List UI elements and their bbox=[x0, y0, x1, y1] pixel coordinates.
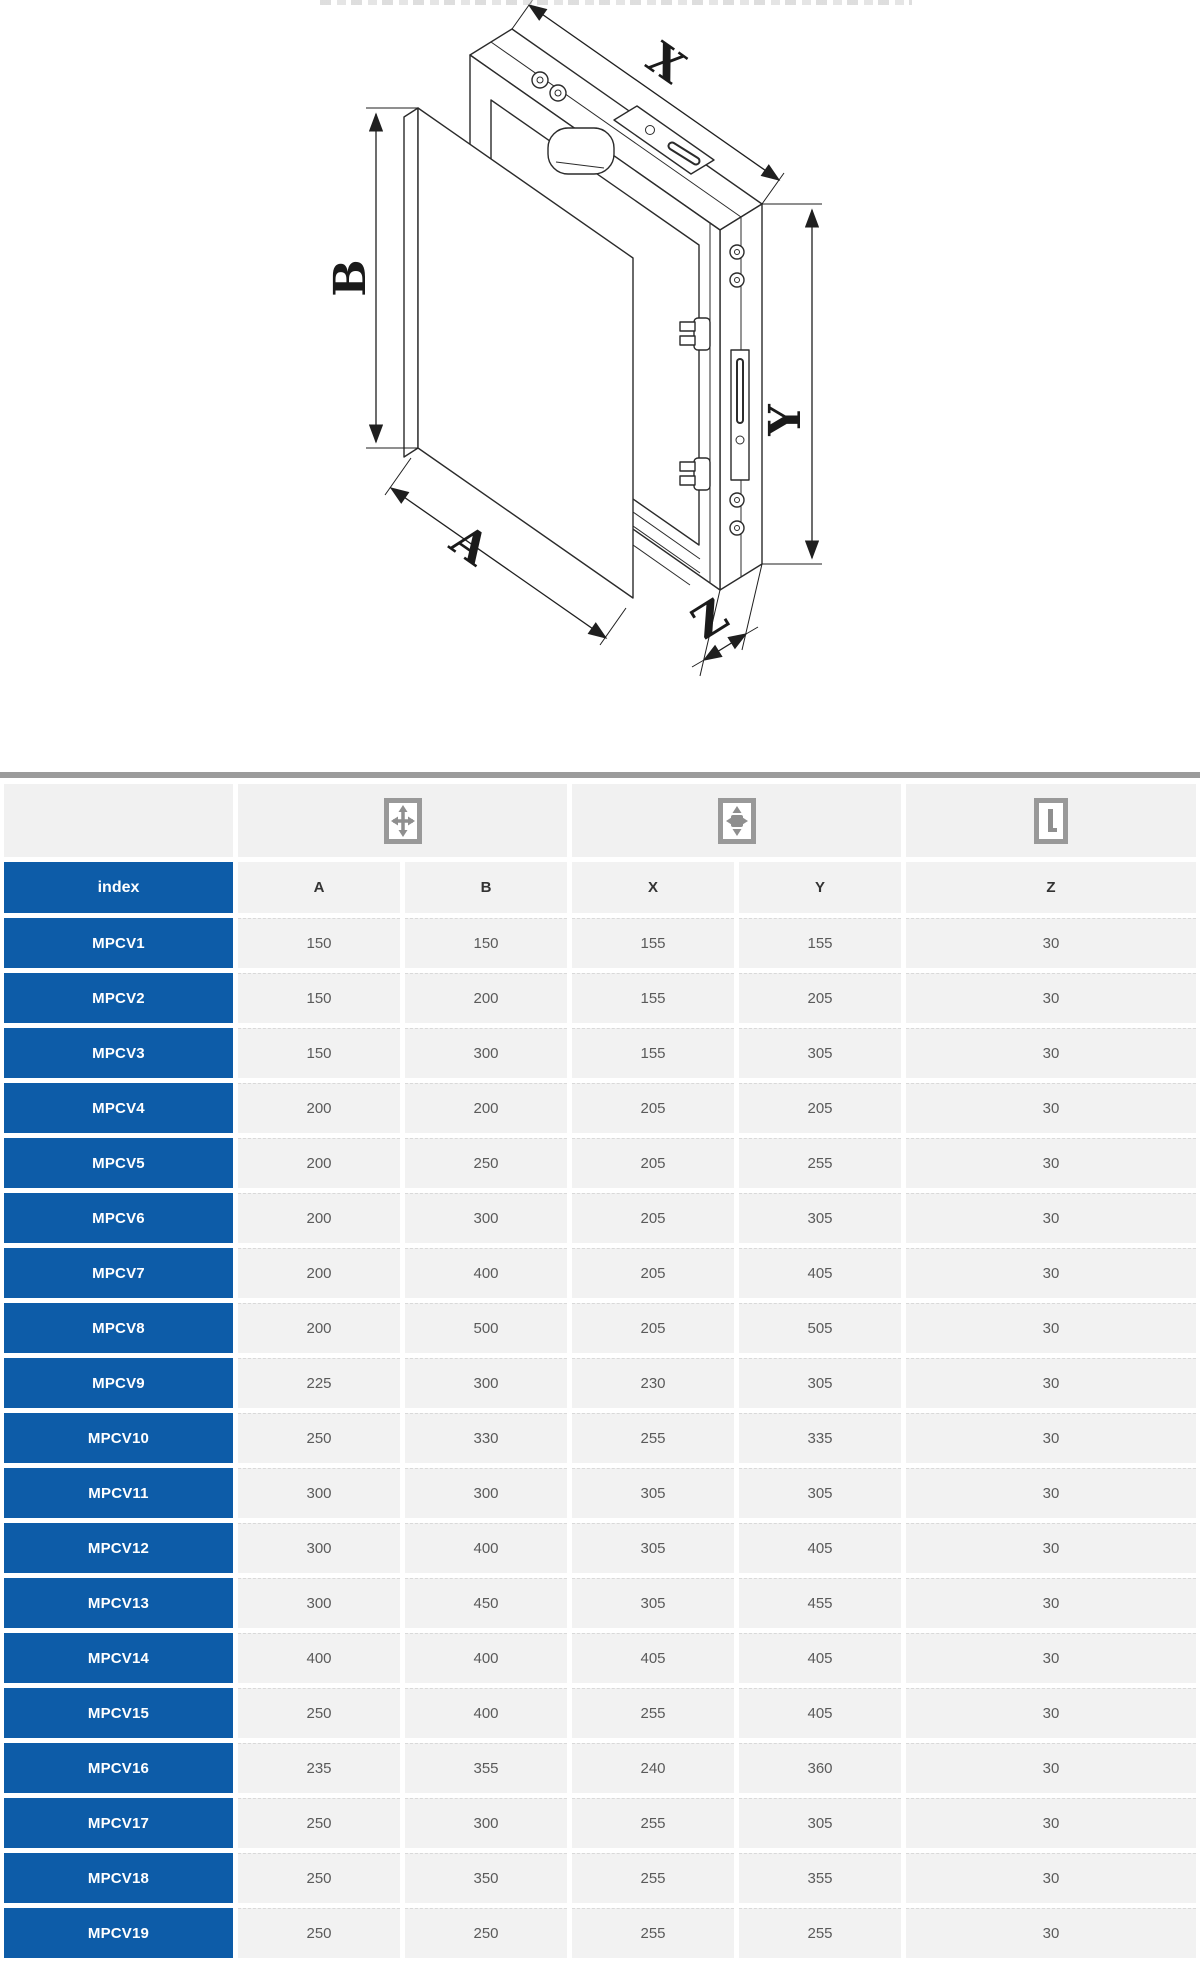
cell-X: 205 bbox=[572, 1193, 734, 1243]
cell-Y: 205 bbox=[739, 973, 901, 1023]
cell-A: 200 bbox=[238, 1248, 400, 1298]
row-index-cell: MPCV14 bbox=[4, 1633, 233, 1683]
table-row bbox=[4, 1743, 1196, 1793]
table-row bbox=[4, 973, 1196, 1023]
table-top-divider bbox=[0, 772, 1200, 778]
cell-X: 255 bbox=[572, 1688, 734, 1738]
cell-Z: 30 bbox=[906, 1578, 1196, 1628]
row-index-cell: MPCV16 bbox=[4, 1743, 233, 1793]
dim-label-Z: Z bbox=[683, 589, 738, 650]
dim-label-Y: Y bbox=[760, 404, 811, 436]
depth-icon bbox=[1034, 798, 1068, 844]
dimension-diagram bbox=[0, 0, 1200, 772]
cell-X: 305 bbox=[572, 1578, 734, 1628]
cell-Y: 255 bbox=[739, 1908, 901, 1958]
row-index-cell: MPCV12 bbox=[4, 1523, 233, 1573]
cell-Y: 505 bbox=[739, 1303, 901, 1353]
cell-B: 400 bbox=[405, 1523, 567, 1573]
cell-X: 205 bbox=[572, 1083, 734, 1133]
icon-cell-opening-dimensions bbox=[572, 784, 901, 857]
cell-Z: 30 bbox=[906, 1303, 1196, 1353]
cell-Y: 405 bbox=[739, 1523, 901, 1573]
row-index-cell: MPCV18 bbox=[4, 1853, 233, 1903]
cell-B: 250 bbox=[405, 1138, 567, 1188]
cell-Y: 205 bbox=[739, 1083, 901, 1133]
table-row bbox=[4, 1633, 1196, 1683]
cell-B: 330 bbox=[405, 1413, 567, 1463]
cell-B: 200 bbox=[405, 973, 567, 1023]
dim-label-X: X bbox=[637, 32, 695, 95]
row-index-cell: MPCV1 bbox=[4, 918, 233, 968]
cell-X: 255 bbox=[572, 1853, 734, 1903]
row-index-cell: MPCV15 bbox=[4, 1688, 233, 1738]
table-row bbox=[4, 918, 1196, 968]
cell-X: 240 bbox=[572, 1743, 734, 1793]
cell-X: 305 bbox=[572, 1523, 734, 1573]
cell-Y: 360 bbox=[739, 1743, 901, 1793]
cell-A: 250 bbox=[238, 1908, 400, 1958]
cell-Y: 305 bbox=[739, 1028, 901, 1078]
cell-Z: 30 bbox=[906, 1413, 1196, 1463]
cell-Y: 305 bbox=[739, 1193, 901, 1243]
cell-A: 150 bbox=[238, 973, 400, 1023]
row-index-cell: MPCV2 bbox=[4, 973, 233, 1023]
cell-Z: 30 bbox=[906, 1633, 1196, 1683]
opening-dimensions-icon bbox=[718, 798, 756, 844]
cell-B: 300 bbox=[405, 1798, 567, 1848]
dim-label-A: A bbox=[441, 514, 499, 577]
cell-B: 200 bbox=[405, 1083, 567, 1133]
cell-Z: 30 bbox=[906, 1468, 1196, 1518]
cell-Z: 30 bbox=[906, 1853, 1196, 1903]
cell-B: 150 bbox=[405, 918, 567, 968]
row-index-cell: MPCV19 bbox=[4, 1908, 233, 1958]
header-index: index bbox=[4, 862, 233, 913]
cell-A: 300 bbox=[238, 1468, 400, 1518]
cell-Y: 355 bbox=[739, 1853, 901, 1903]
table-row bbox=[4, 1523, 1196, 1573]
icon-cell-depth bbox=[906, 784, 1196, 857]
table-row bbox=[4, 1908, 1196, 1958]
row-index-cell: MPCV10 bbox=[4, 1413, 233, 1463]
table-rows bbox=[4, 918, 1196, 1958]
cell-Z: 30 bbox=[906, 1798, 1196, 1848]
cell-Y: 405 bbox=[739, 1248, 901, 1298]
table-row bbox=[4, 1413, 1196, 1463]
row-index-cell: MPCV8 bbox=[4, 1303, 233, 1353]
cell-X: 155 bbox=[572, 1028, 734, 1078]
header-Y: Y bbox=[739, 862, 901, 913]
cell-Y: 405 bbox=[739, 1633, 901, 1683]
header-B: B bbox=[405, 862, 567, 913]
table-row bbox=[4, 1193, 1196, 1243]
cell-Z: 30 bbox=[906, 1688, 1196, 1738]
cell-B: 500 bbox=[405, 1303, 567, 1353]
dimensions-table bbox=[4, 784, 1196, 1958]
cell-B: 400 bbox=[405, 1688, 567, 1738]
table-row bbox=[4, 1138, 1196, 1188]
cell-X: 205 bbox=[572, 1248, 734, 1298]
cell-B: 350 bbox=[405, 1853, 567, 1903]
cell-Y: 155 bbox=[739, 918, 901, 968]
cell-Y: 405 bbox=[739, 1688, 901, 1738]
cell-X: 305 bbox=[572, 1468, 734, 1518]
cell-A: 200 bbox=[238, 1138, 400, 1188]
table-row bbox=[4, 1853, 1196, 1903]
cell-A: 200 bbox=[238, 1083, 400, 1133]
cell-A: 200 bbox=[238, 1303, 400, 1353]
cell-B: 300 bbox=[405, 1468, 567, 1518]
cell-Y: 335 bbox=[739, 1413, 901, 1463]
cell-A: 250 bbox=[238, 1798, 400, 1848]
icon-cell-door-dimensions bbox=[238, 784, 567, 857]
cell-Z: 30 bbox=[906, 1523, 1196, 1573]
cell-A: 235 bbox=[238, 1743, 400, 1793]
cell-X: 155 bbox=[572, 973, 734, 1023]
table-row bbox=[4, 1688, 1196, 1738]
cell-Z: 30 bbox=[906, 973, 1196, 1023]
cell-A: 300 bbox=[238, 1578, 400, 1628]
row-index-cell: MPCV3 bbox=[4, 1028, 233, 1078]
hinge-roller bbox=[548, 128, 614, 174]
cell-B: 250 bbox=[405, 1908, 567, 1958]
cell-Y: 255 bbox=[739, 1138, 901, 1188]
cell-B: 355 bbox=[405, 1743, 567, 1793]
table-row bbox=[4, 1248, 1196, 1298]
cropped-title-remnant bbox=[320, 0, 912, 5]
table-row bbox=[4, 1798, 1196, 1848]
cell-B: 300 bbox=[405, 1358, 567, 1408]
cell-Z: 30 bbox=[906, 1358, 1196, 1408]
cell-X: 405 bbox=[572, 1633, 734, 1683]
cell-X: 255 bbox=[572, 1413, 734, 1463]
cell-A: 225 bbox=[238, 1358, 400, 1408]
cell-A: 300 bbox=[238, 1523, 400, 1573]
header-X: X bbox=[572, 862, 734, 913]
cell-B: 300 bbox=[405, 1193, 567, 1243]
cell-Z: 30 bbox=[906, 1083, 1196, 1133]
table-row bbox=[4, 1028, 1196, 1078]
cell-X: 255 bbox=[572, 1908, 734, 1958]
dim-label-B: B bbox=[325, 259, 376, 297]
table-row bbox=[4, 1358, 1196, 1408]
cell-Z: 30 bbox=[906, 1028, 1196, 1078]
cell-A: 250 bbox=[238, 1413, 400, 1463]
cell-Y: 305 bbox=[739, 1358, 901, 1408]
cell-Z: 30 bbox=[906, 1193, 1196, 1243]
cell-A: 250 bbox=[238, 1688, 400, 1738]
cell-Z: 30 bbox=[906, 1743, 1196, 1793]
cell-Z: 30 bbox=[906, 1138, 1196, 1188]
table-header-row bbox=[4, 862, 1196, 913]
table-icon-row bbox=[4, 784, 1196, 857]
cell-B: 300 bbox=[405, 1028, 567, 1078]
cell-A: 250 bbox=[238, 1853, 400, 1903]
cell-X: 230 bbox=[572, 1358, 734, 1408]
header-A: A bbox=[238, 862, 400, 913]
row-index-cell: MPCV9 bbox=[4, 1358, 233, 1408]
row-index-cell: MPCV5 bbox=[4, 1138, 233, 1188]
cell-X: 205 bbox=[572, 1138, 734, 1188]
table-row bbox=[4, 1468, 1196, 1518]
cell-Z: 30 bbox=[906, 918, 1196, 968]
row-index-cell: MPCV4 bbox=[4, 1083, 233, 1133]
cell-Z: 30 bbox=[906, 1248, 1196, 1298]
cell-A: 150 bbox=[238, 918, 400, 968]
cell-A: 200 bbox=[238, 1193, 400, 1243]
row-index-cell: MPCV13 bbox=[4, 1578, 233, 1628]
cell-X: 205 bbox=[572, 1303, 734, 1353]
row-index-cell: MPCV6 bbox=[4, 1193, 233, 1243]
door-dimensions-icon bbox=[384, 798, 422, 844]
row-index-cell: MPCV17 bbox=[4, 1798, 233, 1848]
cell-X: 155 bbox=[572, 918, 734, 968]
cell-Y: 305 bbox=[739, 1798, 901, 1848]
cell-B: 450 bbox=[405, 1578, 567, 1628]
cell-Y: 455 bbox=[739, 1578, 901, 1628]
cell-A: 400 bbox=[238, 1633, 400, 1683]
cell-Y: 305 bbox=[739, 1468, 901, 1518]
cell-X: 255 bbox=[572, 1798, 734, 1848]
cell-Z: 30 bbox=[906, 1908, 1196, 1958]
table-row bbox=[4, 1083, 1196, 1133]
table-row bbox=[4, 1578, 1196, 1628]
row-index-cell: MPCV7 bbox=[4, 1248, 233, 1298]
cell-B: 400 bbox=[405, 1248, 567, 1298]
table-row bbox=[4, 1303, 1196, 1353]
row-index-cell: MPCV11 bbox=[4, 1468, 233, 1518]
slotted-latch-plate bbox=[731, 350, 749, 480]
cell-A: 150 bbox=[238, 1028, 400, 1078]
icon-cell-empty bbox=[4, 784, 233, 857]
header-Z: Z bbox=[906, 862, 1196, 913]
cell-B: 400 bbox=[405, 1633, 567, 1683]
